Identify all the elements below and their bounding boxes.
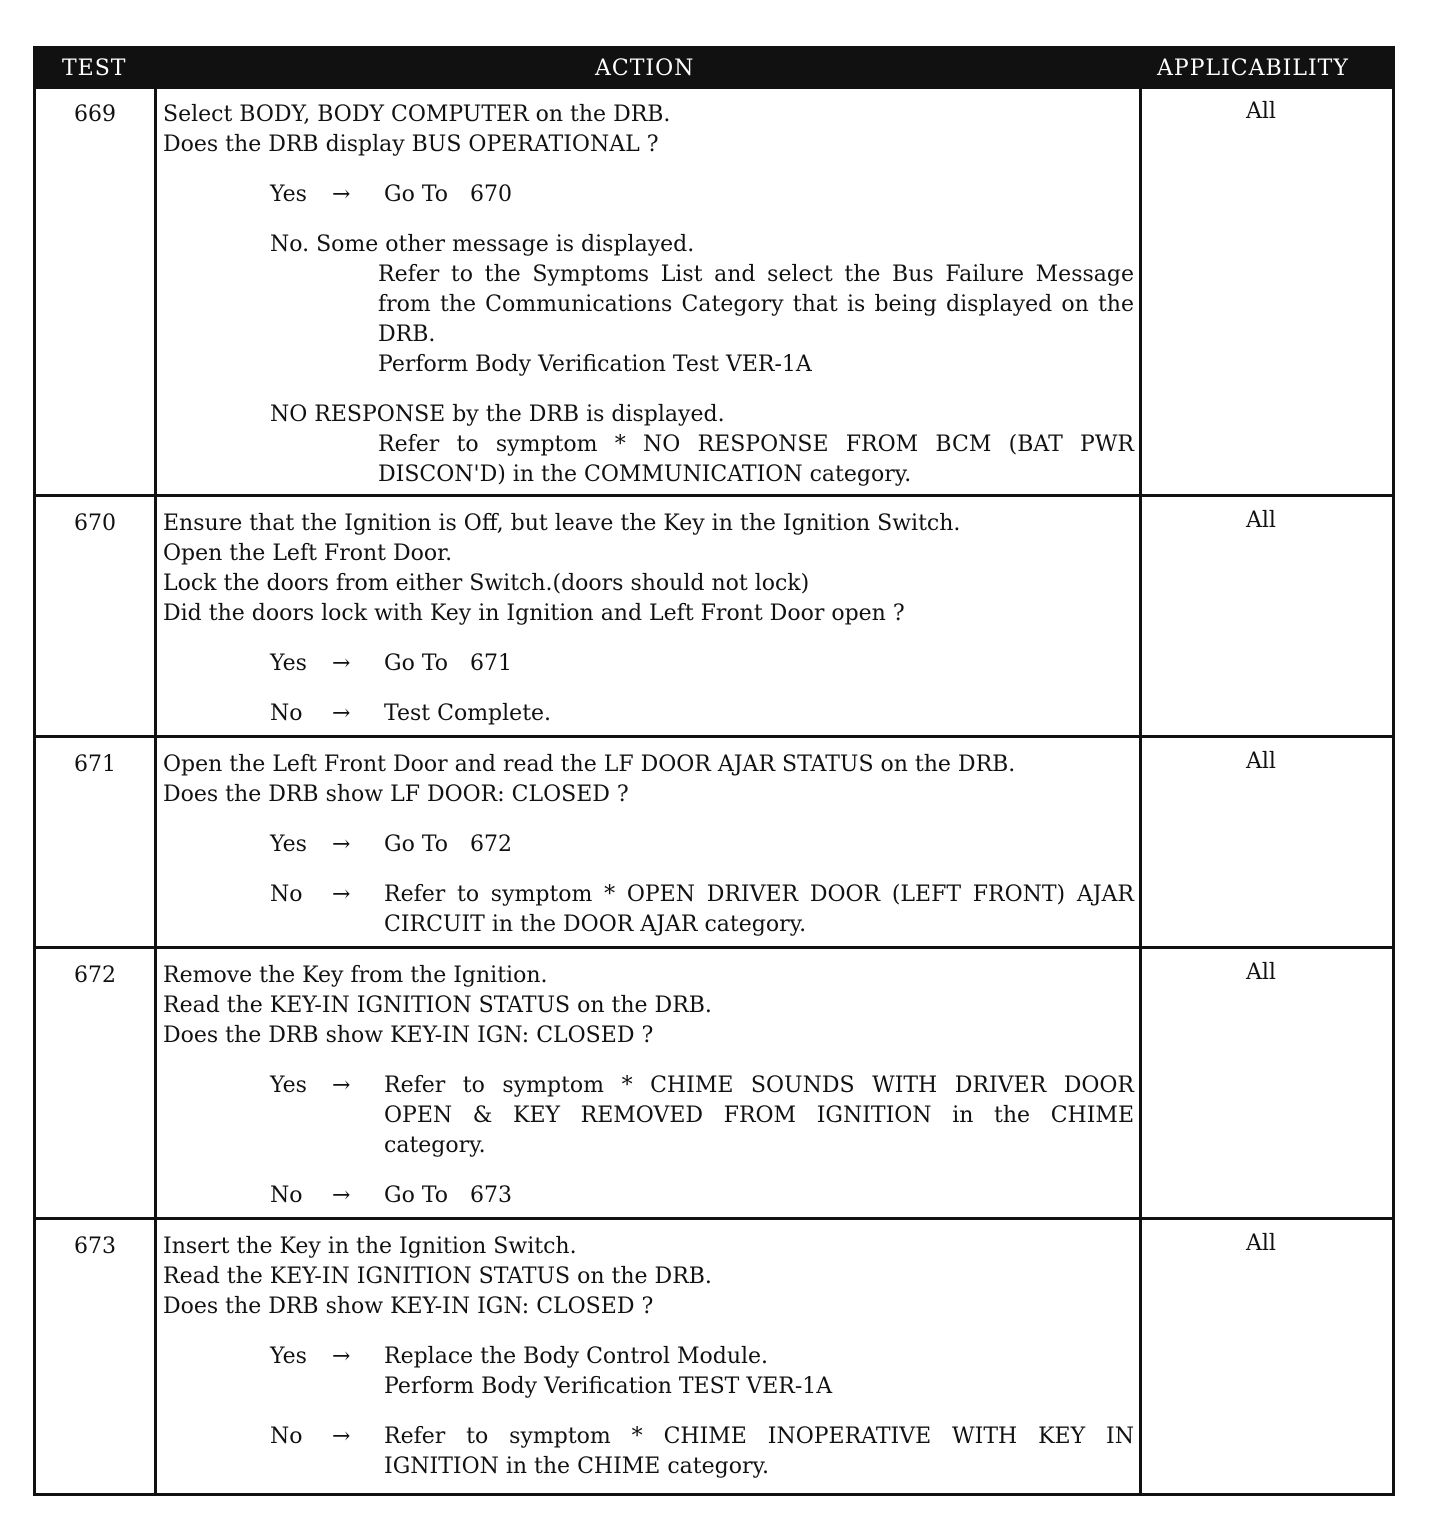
yes-answer: Yes (270, 182, 307, 207)
branch-line: Refer to the Symptoms List and select the Bus Failure Message (378, 262, 1134, 287)
test-number: 672 (74, 963, 116, 988)
yes-answer: Yes (270, 1344, 307, 1369)
header-test: TEST (62, 56, 127, 81)
arrow-icon: → (332, 832, 351, 857)
branch-line: Refer to symptom * CHIME SOUNDS WITH DRIVER DOOR (384, 1073, 1134, 1098)
branch-heading: NO RESPONSE by the DRB is displayed. (270, 402, 725, 427)
branch-line: Test Complete. (384, 701, 552, 726)
applicability-value: All (1246, 749, 1276, 774)
table-header (36, 49, 1392, 89)
branch-heading: No. Some other message is displayed. (270, 232, 695, 257)
goto-label: Go To (384, 1183, 449, 1208)
branch-line: DISCON'D) in the COMMUNICATION category. (378, 462, 912, 487)
action-line: Did the doors lock with Key in Ignition and Left Front Door open ? (163, 601, 905, 626)
header-action: ACTION (595, 56, 695, 81)
branch-line: Replace the Body Control Module. (384, 1344, 769, 1369)
action-line: Does the DRB display BUS OPERATIONAL ? (163, 132, 659, 157)
action-line: Open the Left Front Door and read the LF DOOR AJAR STATUS on the DRB. (163, 752, 1016, 777)
action-line: Remove the Key from the Ignition. (163, 963, 548, 988)
no-branch (163, 880, 1135, 940)
arrow-icon: → (332, 1073, 351, 1098)
action-line: Does the DRB show KEY-IN IGN: CLOSED ? (163, 1294, 654, 1319)
action-cell (163, 961, 1135, 1211)
goto-test-number: 673 (470, 1183, 513, 1208)
branch-line: OPEN & KEY REMOVED FROM IGNITION in the CHIME (384, 1103, 1134, 1128)
yes-branch (163, 649, 1135, 679)
branch-line: Refer to symptom * OPEN DRIVER DOOR (LEFT FRONT) AJAR (384, 882, 1134, 907)
yes-branch (163, 1342, 1135, 1402)
branch-line: from the Communications Category that is being displayed on the (378, 292, 1134, 317)
action-line: Insert the Key in the Ignition Switch. (163, 1234, 577, 1259)
branch-line: category. (384, 1133, 486, 1158)
action-cell (163, 100, 1135, 490)
table-row-673 (36, 1220, 1392, 1493)
yes-branch (163, 180, 1135, 210)
test-number: 669 (74, 102, 116, 127)
applicability-value: All (1246, 99, 1276, 124)
goto-test-number: 671 (470, 651, 513, 676)
header-applicability: APPLICABILITY (1157, 56, 1349, 81)
arrow-icon: → (332, 882, 351, 907)
goto-test-number: 672 (470, 832, 513, 857)
action-cell (163, 750, 1135, 940)
arrow-icon: → (332, 701, 351, 726)
other-message-branch (163, 230, 1135, 380)
arrow-icon: → (332, 1424, 351, 1449)
applicability-value: All (1246, 960, 1276, 985)
no-branch (163, 1181, 1135, 1211)
diagnostic-test-table (33, 46, 1395, 1496)
branch-line: Refer to symptom * CHIME INOPERATIVE WITH KEY IN (384, 1424, 1134, 1449)
yes-answer: Yes (270, 1073, 307, 1098)
goto-test-number: 670 (470, 182, 513, 207)
action-line: Open the Left Front Door. (163, 541, 453, 566)
action-line: Read the KEY-IN IGNITION STATUS on the DRB. (163, 1264, 712, 1289)
applicability-value: All (1246, 1231, 1276, 1256)
branch-line: Perform Body Verification Test VER-1A (378, 352, 812, 377)
goto-label: Go To (384, 651, 449, 676)
action-line: Does the DRB show LF DOOR: CLOSED ? (163, 782, 629, 807)
arrow-icon: → (332, 651, 351, 676)
yes-answer: Yes (270, 832, 307, 857)
arrow-icon: → (332, 182, 351, 207)
arrow-icon: → (332, 1344, 351, 1369)
no-answer: No (270, 1183, 303, 1208)
goto-label: Go To (384, 182, 449, 207)
action-line: Ensure that the Ignition is Off, but leave the Key in the Ignition Switch. (163, 511, 961, 536)
action-cell (163, 509, 1135, 729)
goto-label: Go To (384, 832, 449, 857)
no-answer: No (270, 882, 303, 907)
yes-branch (163, 1071, 1135, 1161)
no-answer: No (270, 1424, 303, 1449)
test-number: 671 (74, 752, 116, 777)
branch-line: DRB. (378, 322, 436, 347)
table-row-672 (36, 949, 1392, 1217)
test-number: 673 (74, 1234, 116, 1259)
branch-line: Perform Body Verification TEST VER-1A (384, 1374, 833, 1399)
action-cell (163, 1232, 1135, 1482)
table-row-671 (36, 738, 1392, 946)
no-branch (163, 699, 1135, 729)
test-number: 670 (74, 511, 116, 536)
yes-branch (163, 830, 1135, 860)
action-line: Select BODY, BODY COMPUTER on the DRB. (163, 102, 671, 127)
no-response-branch (163, 400, 1135, 490)
applicability-value: All (1246, 508, 1276, 533)
yes-answer: Yes (270, 651, 307, 676)
branch-line: Refer to symptom * NO RESPONSE FROM BCM (BAT PWR (378, 432, 1134, 457)
arrow-icon: → (332, 1183, 351, 1208)
branch-line: CIRCUIT in the DOOR AJAR category. (384, 912, 807, 937)
action-line: Lock the doors from either Switch.(doors should not lock) (163, 571, 810, 596)
table-row-670 (36, 497, 1392, 735)
no-answer: No (270, 701, 303, 726)
branch-line: IGNITION in the CHIME category. (384, 1454, 769, 1479)
no-branch (163, 1422, 1135, 1482)
action-line: Does the DRB show KEY-IN IGN: CLOSED ? (163, 1023, 654, 1048)
table-row-669 (36, 89, 1392, 497)
action-line: Read the KEY-IN IGNITION STATUS on the DRB. (163, 993, 712, 1018)
